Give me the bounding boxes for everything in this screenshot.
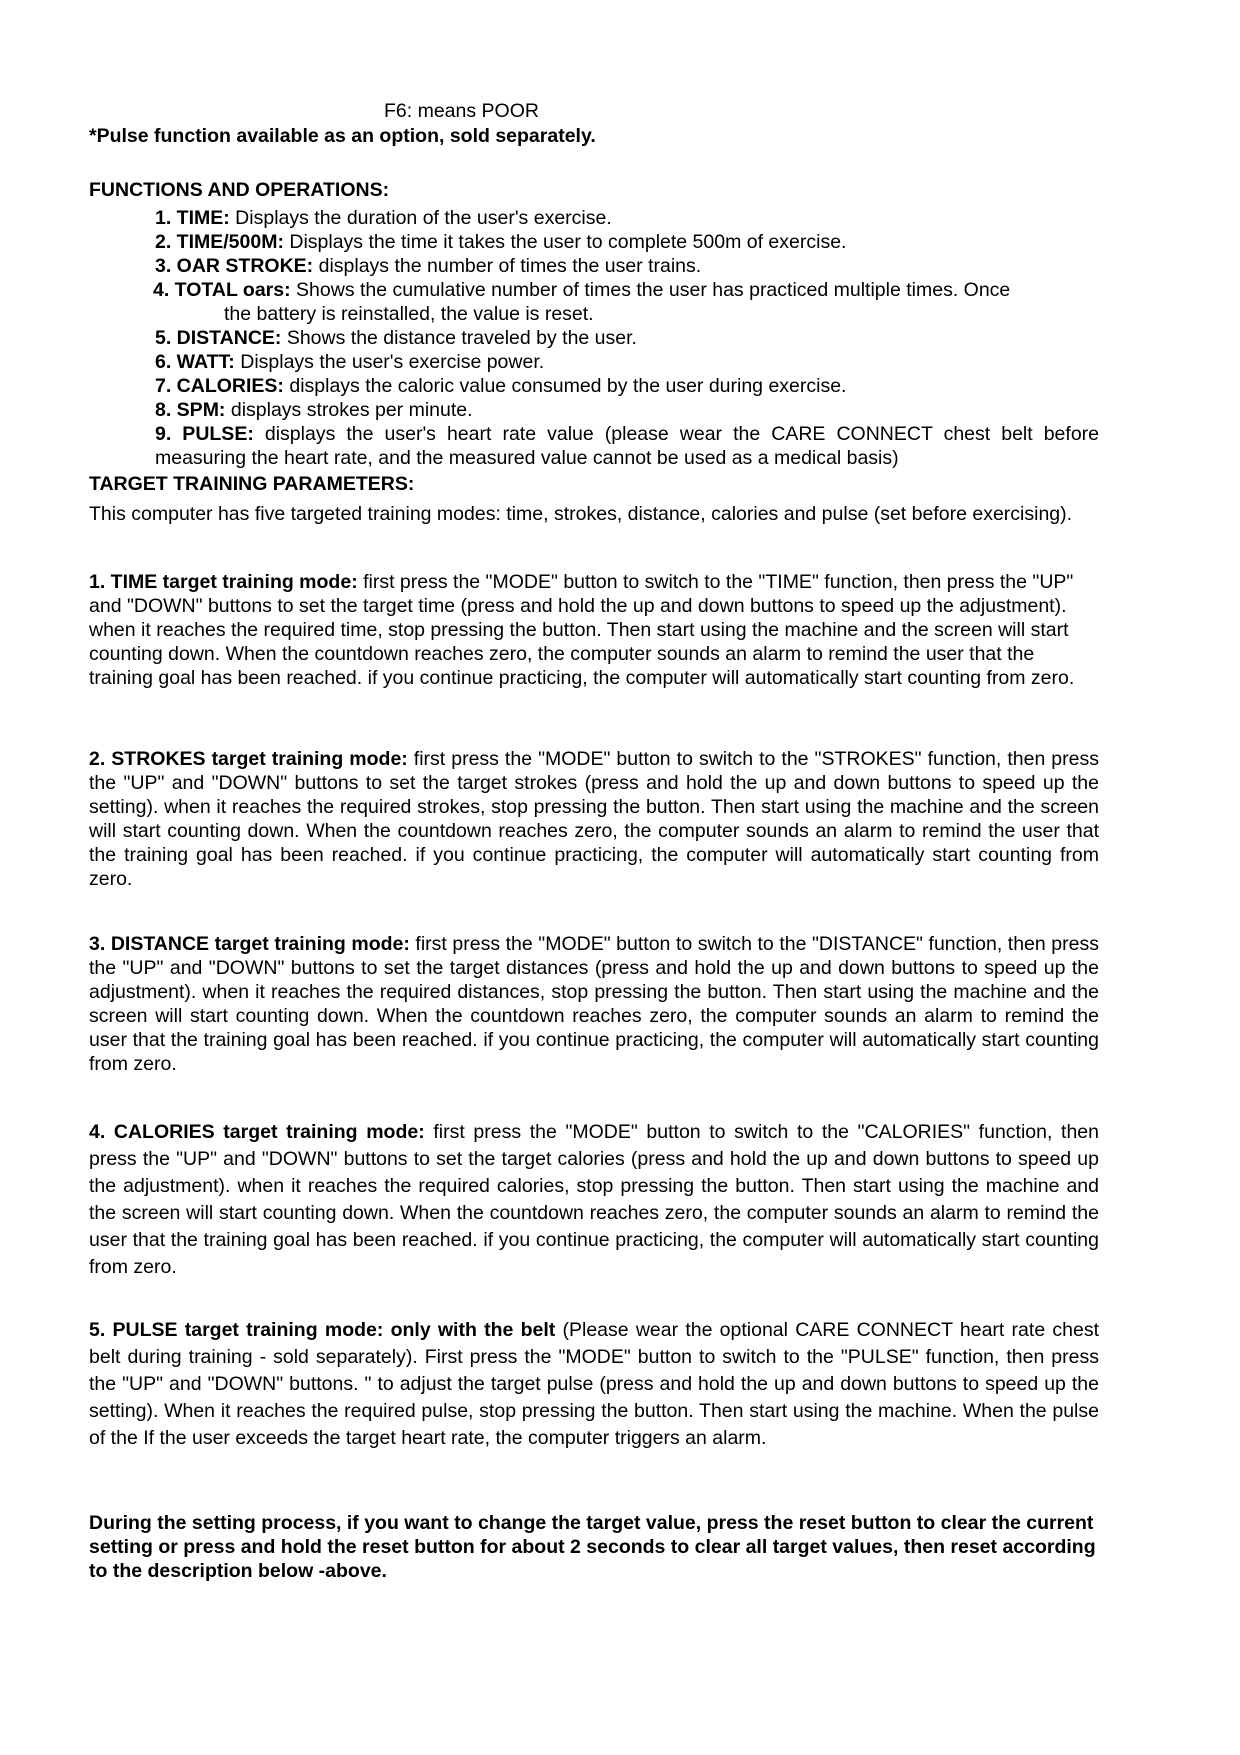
mode-label: 2. STROKES target training mode: bbox=[89, 748, 408, 770]
reset-note: During the setting process, if you want to change the target value, press the reset button to clear the current setting or press and hold the reset button for about 2 seconds to clear all target values, then reset according to the description below -above. bbox=[89, 1512, 1096, 1582]
function-item-time500m bbox=[155, 230, 1099, 254]
mode-text: (Please wear the optional CARE CONNECT heart rate chest belt during training - sold separately). First press the "MODE" button to switch to the "PULSE" function, then press the "UP" and "DOWN" buttons. " to adjust the target pulse (press and hold the up and down buttons to speed up the setting). When it reaches the required pulse, stop pressing the button. Then start using the machine. When the pulse of the If the user exceeds the target heart rate, the computer triggers an alarm. bbox=[89, 1319, 1099, 1449]
mode-text: first press the "MODE" button to switch to the "CALORIES" function, then press the "UP" and "DOWN" buttons to set the target calories (press and hold the up and down buttons to speed up the adjustment). when it reaches the required calories, stop pressing the button. Then start using the machine and the screen will start counting down. When the countdown reaches zero, the computer sounds an alarm to remind the user that the training goal has been reached. if you continue practicing, the computer will automatically start counting from zero. bbox=[89, 1121, 1099, 1278]
function-text: displays strokes per minute. bbox=[225, 399, 473, 421]
function-text: displays the caloric value consumed by the user during exercise. bbox=[283, 375, 847, 397]
function-label: 7. CALORIES: bbox=[155, 375, 284, 397]
function-label: 8. SPM: bbox=[155, 399, 226, 421]
mode-pulse-paragraph bbox=[89, 1317, 1099, 1452]
mode-strokes-paragraph bbox=[89, 747, 1099, 891]
mode-text: first press the "MODE" button to switch to the "STROKES" function, then press the "UP" and "DOWN" buttons to set the target strokes (press and hold the up and down buttons to speed up the setting). when it reaches the required strokes, stop pressing the button. Then start using the machine and the screen will start counting down. When the countdown reaches zero, the computer sounds an alarm to remind the user that the training goal has been reached. if you continue practicing, the computer will automatically start counting from zero. bbox=[89, 748, 1099, 890]
function-label: 2. TIME/500M: bbox=[155, 231, 284, 253]
target-heading: TARGET TRAINING PARAMETERS: bbox=[89, 473, 415, 495]
f6-line: F6: means POOR bbox=[384, 100, 539, 122]
functions-heading: FUNCTIONS AND OPERATIONS: bbox=[89, 179, 390, 201]
mode-calories-paragraph bbox=[89, 1119, 1099, 1281]
function-text: Displays the duration of the user's exercise. bbox=[229, 207, 612, 229]
function-label: 9. PULSE: bbox=[155, 423, 254, 445]
function-label: 5. DISTANCE: bbox=[155, 327, 282, 349]
function-text: Shows the cumulative number of times the user has practiced multiple times. Once bbox=[290, 279, 1011, 301]
function-label: 4. TOTAL oars: bbox=[153, 279, 291, 301]
mode-text: first press the "MODE" button to switch to the "TIME" function, then press the "UP" and "DOWN" buttons to set the target time (press and hold the up and down buttons to speed up the adjustment). when it reaches the required time, stop pressing the button. Then start using the machine and the screen will start counting down. When the countdown reaches zero, the computer sounds an alarm to remind the user that the training goal has been reached. if you continue practicing, the computer will automatically start counting from zero. bbox=[89, 571, 1075, 689]
mode-label: 1. TIME target training mode: bbox=[89, 571, 358, 593]
mode-label: 3. DISTANCE target training mode: bbox=[89, 933, 410, 955]
function-item-spm bbox=[155, 398, 1099, 422]
function-text: displays the number of times the user trains. bbox=[313, 255, 702, 277]
mode-distance-paragraph bbox=[89, 932, 1099, 1076]
function-item-calories bbox=[155, 374, 1099, 398]
function-label: 3. OAR STROKE: bbox=[155, 255, 314, 277]
mode-label: 4. CALORIES target training mode: bbox=[89, 1121, 425, 1143]
function-item-distance bbox=[155, 326, 1099, 350]
pulse-option-note: *Pulse function available as an option, sold separately. bbox=[89, 125, 596, 147]
function-text: Displays the user's exercise power. bbox=[234, 351, 545, 373]
function-text: Shows the distance traveled by the user. bbox=[281, 327, 637, 349]
function-item-watt bbox=[155, 350, 1099, 374]
mode-label: 5. PULSE target training mode: only with the belt bbox=[89, 1319, 556, 1341]
function-item-time bbox=[155, 206, 1099, 230]
function-text: Displays the time it takes the user to complete 500m of exercise. bbox=[283, 231, 847, 253]
target-intro: This computer has five targeted training modes: time, strokes, distance, calories and pulse (set before exercising). bbox=[89, 503, 1073, 525]
function-item-pulse bbox=[155, 422, 1099, 470]
function-label: 6. WATT: bbox=[155, 351, 235, 373]
mode-text: first press the "MODE" button to switch to the "DISTANCE" function, then press the "UP" and "DOWN" buttons to set the target distances (press and hold the up and down buttons to speed up the adjustment). when it reaches the required distances, stop pressing the button. Then start using the machine and the screen will start counting down. When the countdown reaches zero, the computer sounds an alarm to remind the user that the training goal has been reached. if you continue practicing, the computer will automatically start counting from zero. bbox=[89, 933, 1099, 1075]
function-label: 1. TIME: bbox=[155, 207, 230, 229]
function-item-oar-stroke bbox=[155, 254, 1099, 278]
function-item-total-oars bbox=[153, 278, 1099, 326]
function-text-continuation: the battery is reinstalled, the value is reset. bbox=[224, 303, 594, 325]
function-text: displays the user's heart rate value (please wear the CARE CONNECT chest belt before measuring the heart rate, and the measured value cannot be used as a medical basis) bbox=[155, 423, 1100, 469]
mode-time-paragraph bbox=[89, 570, 1099, 690]
